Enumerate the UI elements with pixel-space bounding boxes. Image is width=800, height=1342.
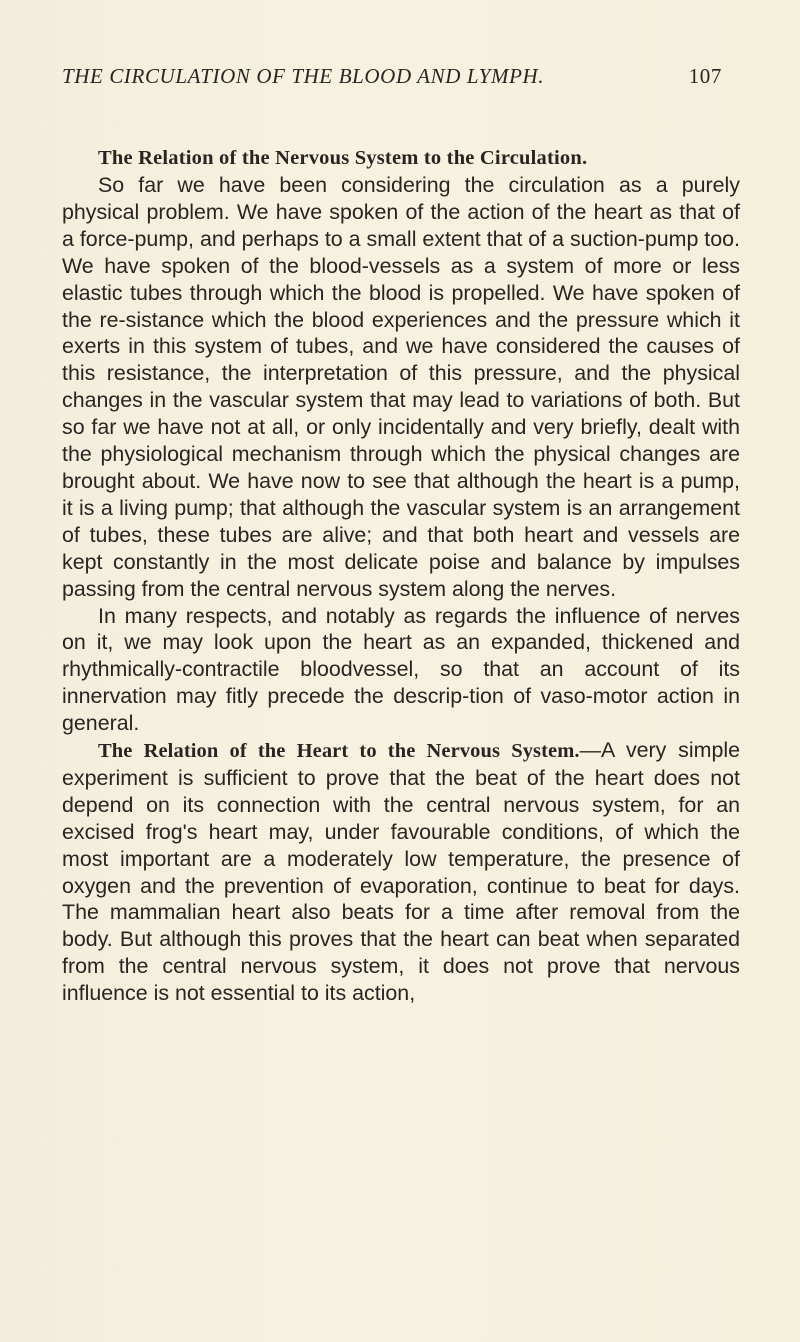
paragraph-heart-nervous-system: [62, 737, 740, 1007]
page-number: 107: [688, 64, 722, 88]
paragraph-intro: So far we have been considering the circulation as a purely physical problem. We have spoken of the action of the heart as that of a force-pump, and perhaps to a small extent that of a suction-pump too. We have spoken of the blood-vessels as a system of more or less elastic tubes through which the blood is propelled. We have spoken of the re-sistance which the blood experiences and the pressure which it exerts in this system of tubes, and we have considered the causes of this resistance, the interpretation of this pressure, and the physical changes in the vascular system that may lead to variations of both. But so far we have not at all, or only incidentally and very briefly, dealt with the physiological mechanism through which the physical changes are brought about. We have now to see that although the heart is a pump, it is a living pump; that although the vascular system is an arrangement of tubes, these tubes are alive; and that both heart and vessels are kept constantly in the most delicate poise and balance by impulses passing from the central nervous system along the nerves.: [62, 173, 740, 601]
em-dash: —: [579, 738, 602, 763]
paragraph-heart-vessel: In many respects, and notably as regards the influence of nerves on it, we may look upon the heart as an expanded, thickened and rhythmically-contractile bloodvessel, so that an account of its innervation may fitly precede the descrip-tion of vaso-motor action in general.: [62, 603, 740, 736]
running-title: THE CIRCULATION OF THE BLOOD AND LYMPH.: [62, 64, 545, 88]
body-text: [62, 145, 740, 1007]
section-heading: The Relation of the Nervous System to the Circulation.: [98, 147, 588, 169]
subsection-heading: The Relation of the Heart to the Nervous System.: [98, 740, 580, 763]
running-head: [62, 64, 722, 94]
subsection-text: A very simple experiment is sufficient to prove that the beat of the heart does not depend on its connection with the central nervous system, for an excised frog's heart may, under favourable conditions, of which the most important are a moderately low temperature, the presence of oxygen and the prevention of evaporation, continue to beat for days. The mammalian heart also beats for a time after removal from the body. But although this proves that the heart can beat when separated from the central nervous system, it does not prove that nervous influence is not essential to its action,: [62, 738, 740, 1006]
